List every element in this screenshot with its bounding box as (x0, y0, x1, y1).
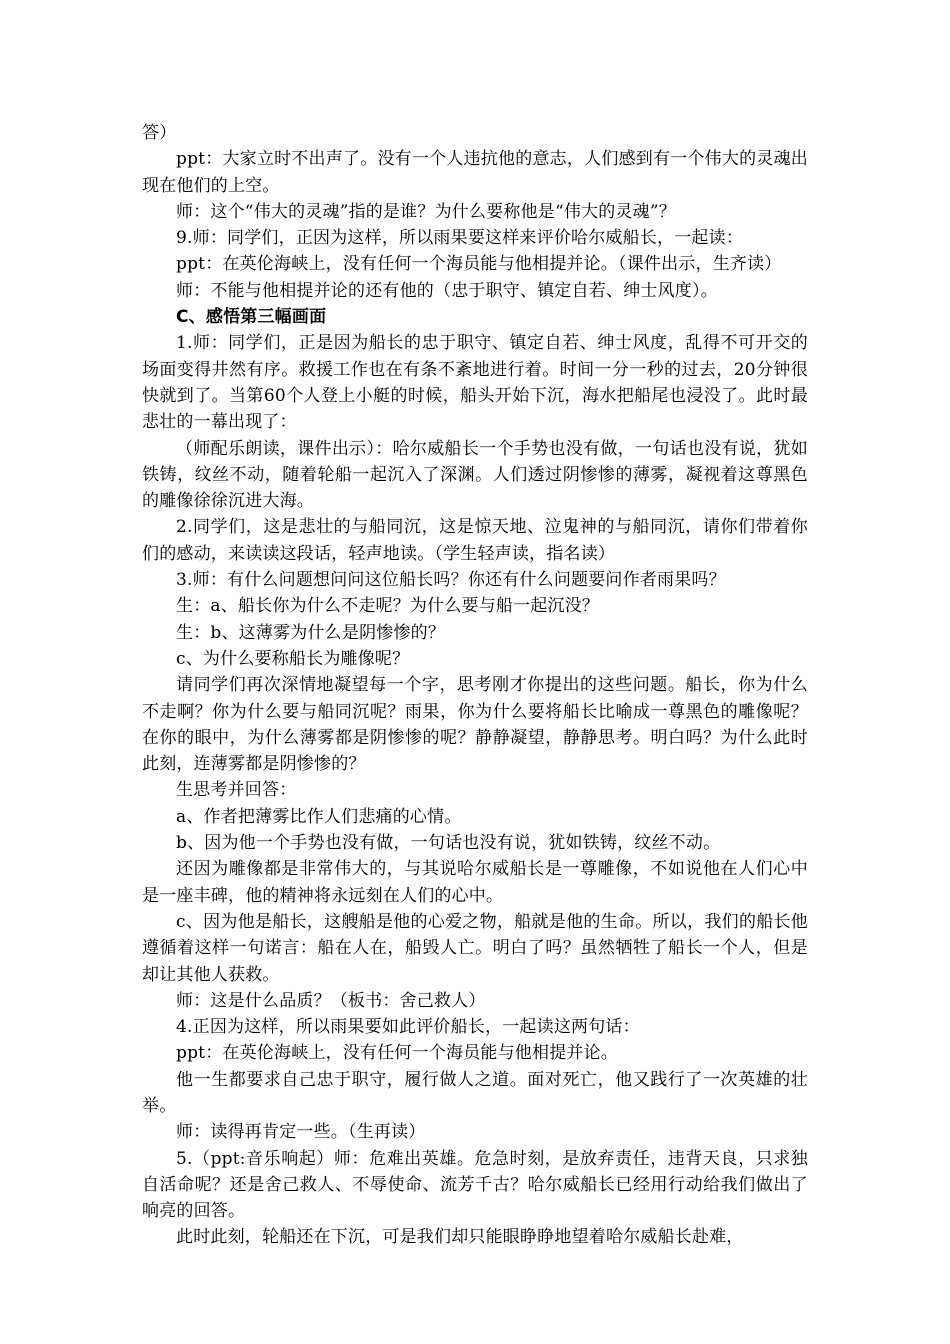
paragraph: 他一生都要求自己忠于职守，履行做人之道。面对死亡，他又践行了一次英雄的壮举。 (142, 1069, 808, 1116)
paragraph: 4.正因为这样，所以雨果要如此评价船长，一起读这两句话： (176, 1017, 640, 1038)
paragraph: 9.师：同学们，正因为这样，所以雨果要这样来评价哈尔威船长，一起读： (176, 228, 744, 249)
paragraph: ppt：在英伦海峡上，没有任何一个海员能与他相提并论。（课件出示，生齐读） (176, 254, 782, 275)
paragraph: （师配乐朗读，课件出示）：哈尔威船长一个手势也没有做，一句话也没有说，犹如铁铸，纹丝不动，随着轮船一起沉入了深渊。人们透过阴惨惨的薄雾，凝视着这尊黑色的雕像徐徐沉进大海。 (142, 438, 808, 512)
paragraph: 2.同学们，这是悲壮的与船同沉，这是惊天地、泣鬼神的与船同沉，请你们带着你们的感动，来读读这段话，轻声地读。（学生轻声读，指名读） (142, 517, 808, 564)
paragraph: 1.师：同学们，正是因为船长的忠于职守、镇定自若、绅士风度，乱得不可开交的场面变得井然有序。救援工作也在有条不紊地进行着。时间一分一秒的过去，20分钟很快就到了。当第60个人登上小艇的时候，船头开始下沉，海水把船尾也浸没了。此时最悲壮的一幕出现了： (142, 333, 808, 433)
section-heading: C、感悟第三幅画面 (176, 307, 327, 328)
document-page (142, 120, 808, 1251)
paragraph: 答） (142, 123, 177, 143)
paragraph: 师：读得再肯定一些。（生再读） (176, 1122, 426, 1143)
paragraph: 生：b、这薄雾为什么是阴惨惨的？ (176, 622, 446, 643)
paragraph: 3.师：有什么问题想问问这位船长吗？你还有什么问题要问作者雨果吗？ (176, 570, 726, 591)
paragraph: b、因为他一个手势也没有做，一句话也没有说，犹如铁铸，纹丝不动。 (176, 833, 721, 854)
paragraph: c、为什么要称船长为雕像呢？ (176, 648, 410, 669)
paragraph: ppt：在英伦海峡上，没有任何一个海员能与他相提并论。 (176, 1043, 618, 1064)
paragraph: 此时此刻，轮船还在下沉，可是我们却只能眼睁睁地望着哈尔威船长赴难， (176, 1227, 744, 1248)
paragraph: ppt：大家立时不出声了。没有一个人违抗他的意志，人们感到有一个伟大的灵魂出现在他们的上空。 (142, 149, 808, 196)
paragraph: 请同学们再次深情地凝望每一个字，思考刚才你提出的这些问题。船长，你为什么不走啊？你为什么要与船同沉呢？雨果，你为什么要将船长比喻成一尊黑色的雕像呢？在你的眼中，为什么薄雾都是阴惨惨的呢？静静凝望，静静思考。明白吗？为什么此时此刻，连薄雾都是阴惨惨的？ (142, 675, 808, 775)
paragraph: 师：不能与他相提并论的还有他的（忠于职守、镇定自若、绅士风度）。 (176, 280, 718, 301)
paragraph: 生思考并回答： (176, 780, 297, 801)
paragraph: 生：a、船长你为什么不走呢？为什么要与船一起沉没？ (176, 596, 600, 617)
paragraph: 还因为雕像都是非常伟大的，与其说哈尔威船长是一尊雕像，不如说他在人们心中是一座丰碑，他的精神将永远刻在人们的心中。 (142, 859, 808, 906)
paragraph: 师：这是什么品质？（板书：舍己救人） (176, 990, 486, 1011)
paragraph: 师：这个“伟大的灵魂”指的是谁？为什么要称他是“伟大的灵魂”？ (176, 201, 676, 222)
paragraph: a、作者把薄雾比作人们悲痛的心情。 (176, 806, 462, 827)
paragraph: 5.（ppt:音乐响起）师：危难出英雄。危急时刻，是放弃责任，违背天良，只求独自活命呢？还是舍己救人、不辱使命、流芳千古？哈尔威船长已经用行动给我们做出了响亮的回答。 (142, 1148, 808, 1222)
paragraph: c、因为他是船长，这艘船是他的心爱之物，船就是他的生命。所以，我们的船长他遵循着这样一句诺言：船在人在，船毁人亡。明白了吗？虽然牺牲了船长一个人，但是却让其他人获救。 (142, 911, 808, 985)
